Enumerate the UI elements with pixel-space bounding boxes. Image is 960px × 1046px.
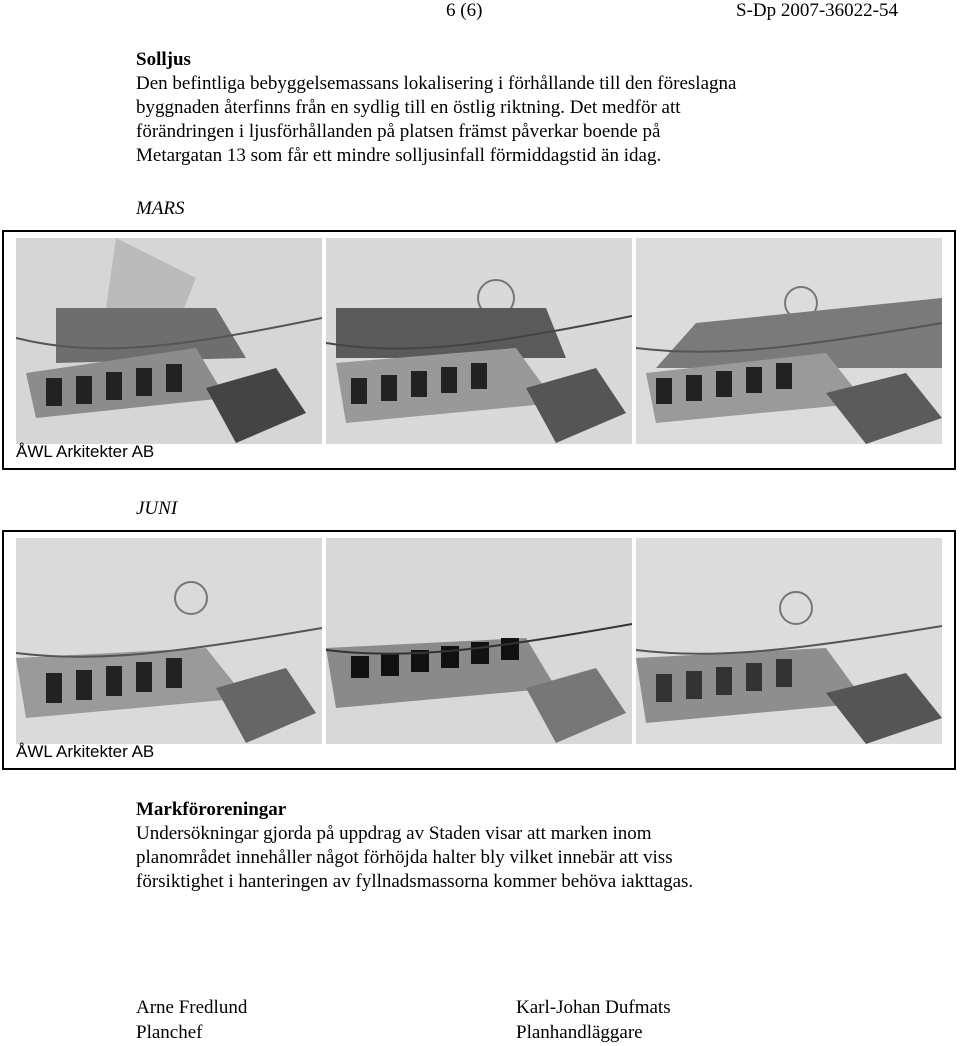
paragraph-line: förändringen i ljusförhållanden på platsen främst påverkar boende på [136,121,661,142]
signatory-title: Planchef [136,1022,203,1043]
document-reference: S-Dp 2007-36022-54 [735,0,898,21]
solljus-section [136,48,896,168]
signatory-title: Planhandläggare [516,1022,643,1043]
image-credit: ÅWL Arkitekter AB [16,442,155,461]
shadow-study-figure-mars [2,230,956,470]
signatory-name: Arne Fredlund [136,997,248,1018]
page-number: 6 (6) [446,0,483,21]
signatory-name: Karl-Johan Dufmats [516,997,671,1018]
markfororeningar-section [136,798,896,894]
shadow-map-image [326,538,632,744]
page-header [0,0,960,24]
signature-block [516,995,671,1045]
shadow-map-image [636,538,942,744]
paragraph-line: byggnaden återfinns från en sydlig till en östlig riktning. Det medför att [136,97,681,118]
shadow-study-figure-juni [2,530,956,770]
paragraph-line: Metargatan 13 som får ett mindre solljusinfall förmiddagstid än idag. [136,145,662,166]
figure-label-juni: JUNI [136,498,178,519]
image-credit: ÅWL Arkitekter AB [16,742,155,761]
paragraph-line: Den befintliga bebyggelsemassans lokalisering i förhållande till den föreslagna [136,73,737,94]
paragraph-line: Undersökningar gjorda på uppdrag av Staden visar att marken inom [136,823,652,844]
shadow-map-image [16,538,322,744]
figure-label-mars: MARS [136,198,185,219]
section-heading-markfororeningar: Markföroreningar [136,799,287,820]
paragraph-line: försiktighet i hanteringen av fyllnadsmassorna kommer behöva iakttagas. [136,871,694,892]
shadow-map-image [636,238,942,444]
section-heading-solljus: Solljus [136,49,191,70]
shadow-map-image [16,238,322,444]
signature-block [136,995,247,1045]
paragraph-line: planområdet innehåller något förhöjda halter bly vilket innebär att viss [136,847,673,868]
shadow-map-image [326,238,632,444]
